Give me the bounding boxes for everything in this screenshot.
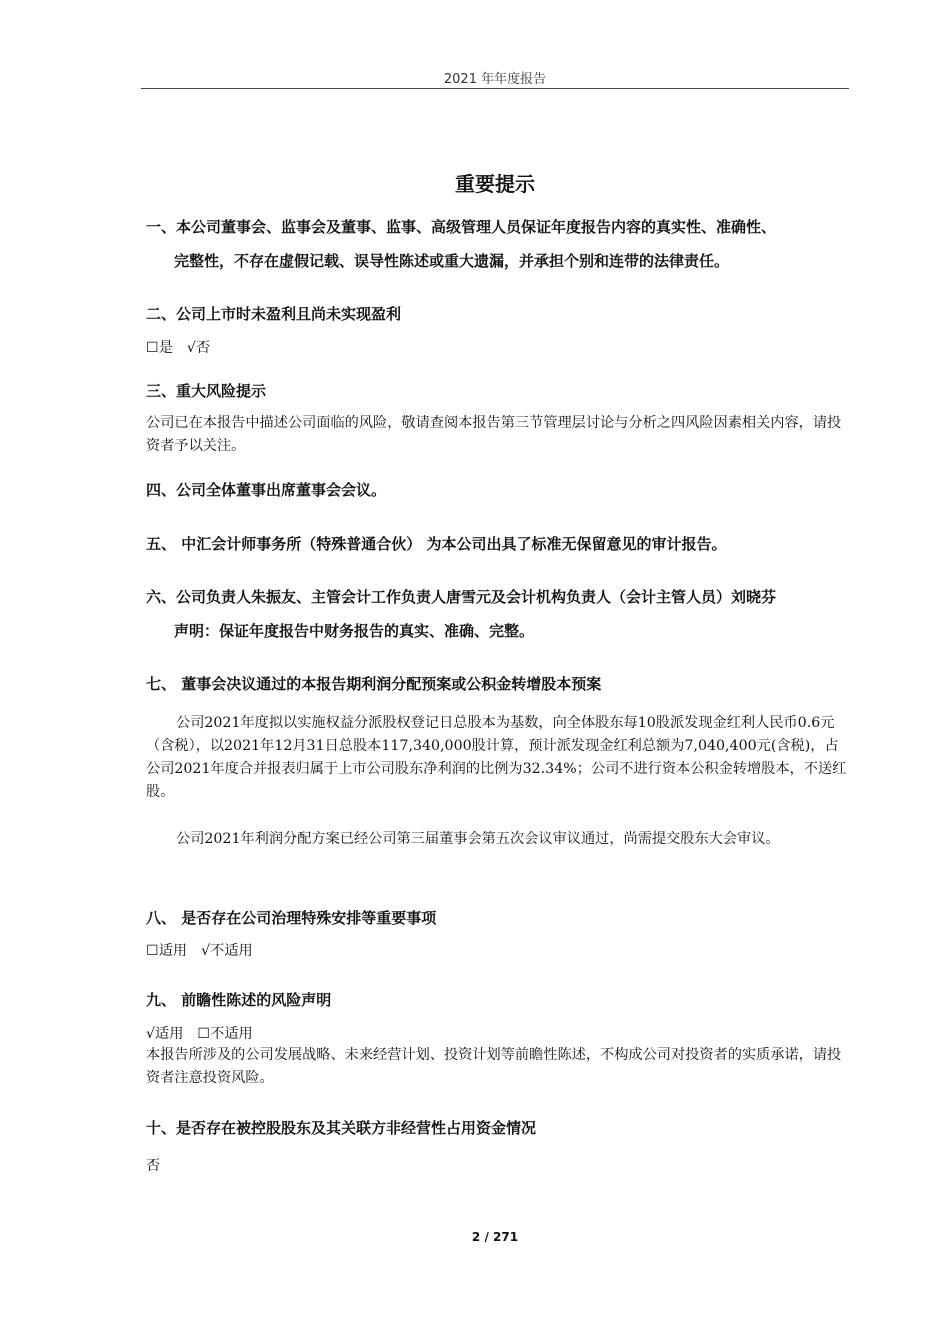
section-7-para1: 公司2021年度拟以实施权益分派股权登记日总股本为基数，向全体股东每10股派发现金红利人民币0.6元（含税），以2021年12月31日总股本117,340,000股计算，预计派发现金红利总额为7,040,400元(含税)，占公司2021年度合并报表归属于上市公司股东净利润的比例为32.34%；公司不进行资本公积金转增股本，不送红股。: [146, 715, 847, 800]
section-4-heading: 四、公司全体董事出席董事会会议。: [146, 481, 387, 499]
option-applicable: √适用: [146, 1026, 184, 1042]
section-8-options: [146, 940, 850, 962]
option-no: √否: [186, 340, 211, 356]
running-header: 2021 年年度报告: [443, 72, 547, 87]
section-9-heading: 九、 前瞻性陈述的风险声明: [146, 991, 332, 1009]
section-6-line2: 声明：保证年度报告中财务报告的真实、准确、完整。: [174, 622, 535, 640]
section-10-answer: 否: [146, 1158, 161, 1174]
page-number: 2 / 271: [471, 1230, 519, 1244]
page-title: 重要提示: [455, 172, 535, 196]
section-5-heading: 五、 中汇会计师事务所（特殊普通合伙） 为本公司出具了标准无保留意见的审计报告。: [146, 535, 727, 553]
section-8-heading: 八、 是否存在公司治理特殊安排等重要事项: [146, 909, 437, 927]
option-yes: ☐是: [146, 340, 173, 356]
section-6: [146, 580, 850, 648]
section-3-heading: 三、重大风险提示: [146, 382, 267, 400]
option-not-applicable: ☐不适用: [197, 1026, 253, 1042]
section-10-heading: 十、是否存在被控股股东及其关联方非经营性占用资金情况: [146, 1119, 537, 1137]
section-7-para2: 公司2021年利润分配方案已经公司第三届董事会第五次会议审议通过，尚需提交股东大会审议。: [176, 831, 780, 847]
section-1: [146, 210, 850, 278]
section-2-heading: 二、公司上市时未盈利且尚未实现盈利: [146, 305, 402, 323]
section-1-line1: 一、本公司董事会、监事会及董事、监事、高级管理人员保证年度报告内容的真实性、准确性、: [146, 218, 777, 236]
section-9-body: 本报告所涉及的公司发展战略、未来经营计划、投资计划等前瞻性陈述，不构成公司对投资者的实质承诺，请投资者注意投资风险。: [146, 1047, 842, 1086]
section-9-options: [146, 1023, 850, 1045]
section-7-heading: 七、 董事会决议通过的本报告期利润分配预案或公积金转增股本预案: [146, 675, 602, 693]
section-1-line2: 完整性，不存在虚假记载、误导性陈述或重大遗漏，并承担个别和连带的法律责任。: [174, 252, 730, 270]
section-3-body: 公司已在本报告中描述公司面临的风险，敬请查阅本报告第三节管理层讨论与分析之四风险因素相关内容，请投资者予以关注。: [146, 415, 842, 454]
header-divider: [141, 88, 849, 89]
section-6-line1: 六、公司负责人朱振友、主管会计工作负责人唐雪元及会计机构负责人（会计主管人员）刘晓芬: [146, 588, 777, 606]
option-applicable: ☐适用: [146, 943, 188, 959]
section-2-options: [146, 337, 850, 359]
option-not-applicable: √不适用: [201, 943, 253, 959]
